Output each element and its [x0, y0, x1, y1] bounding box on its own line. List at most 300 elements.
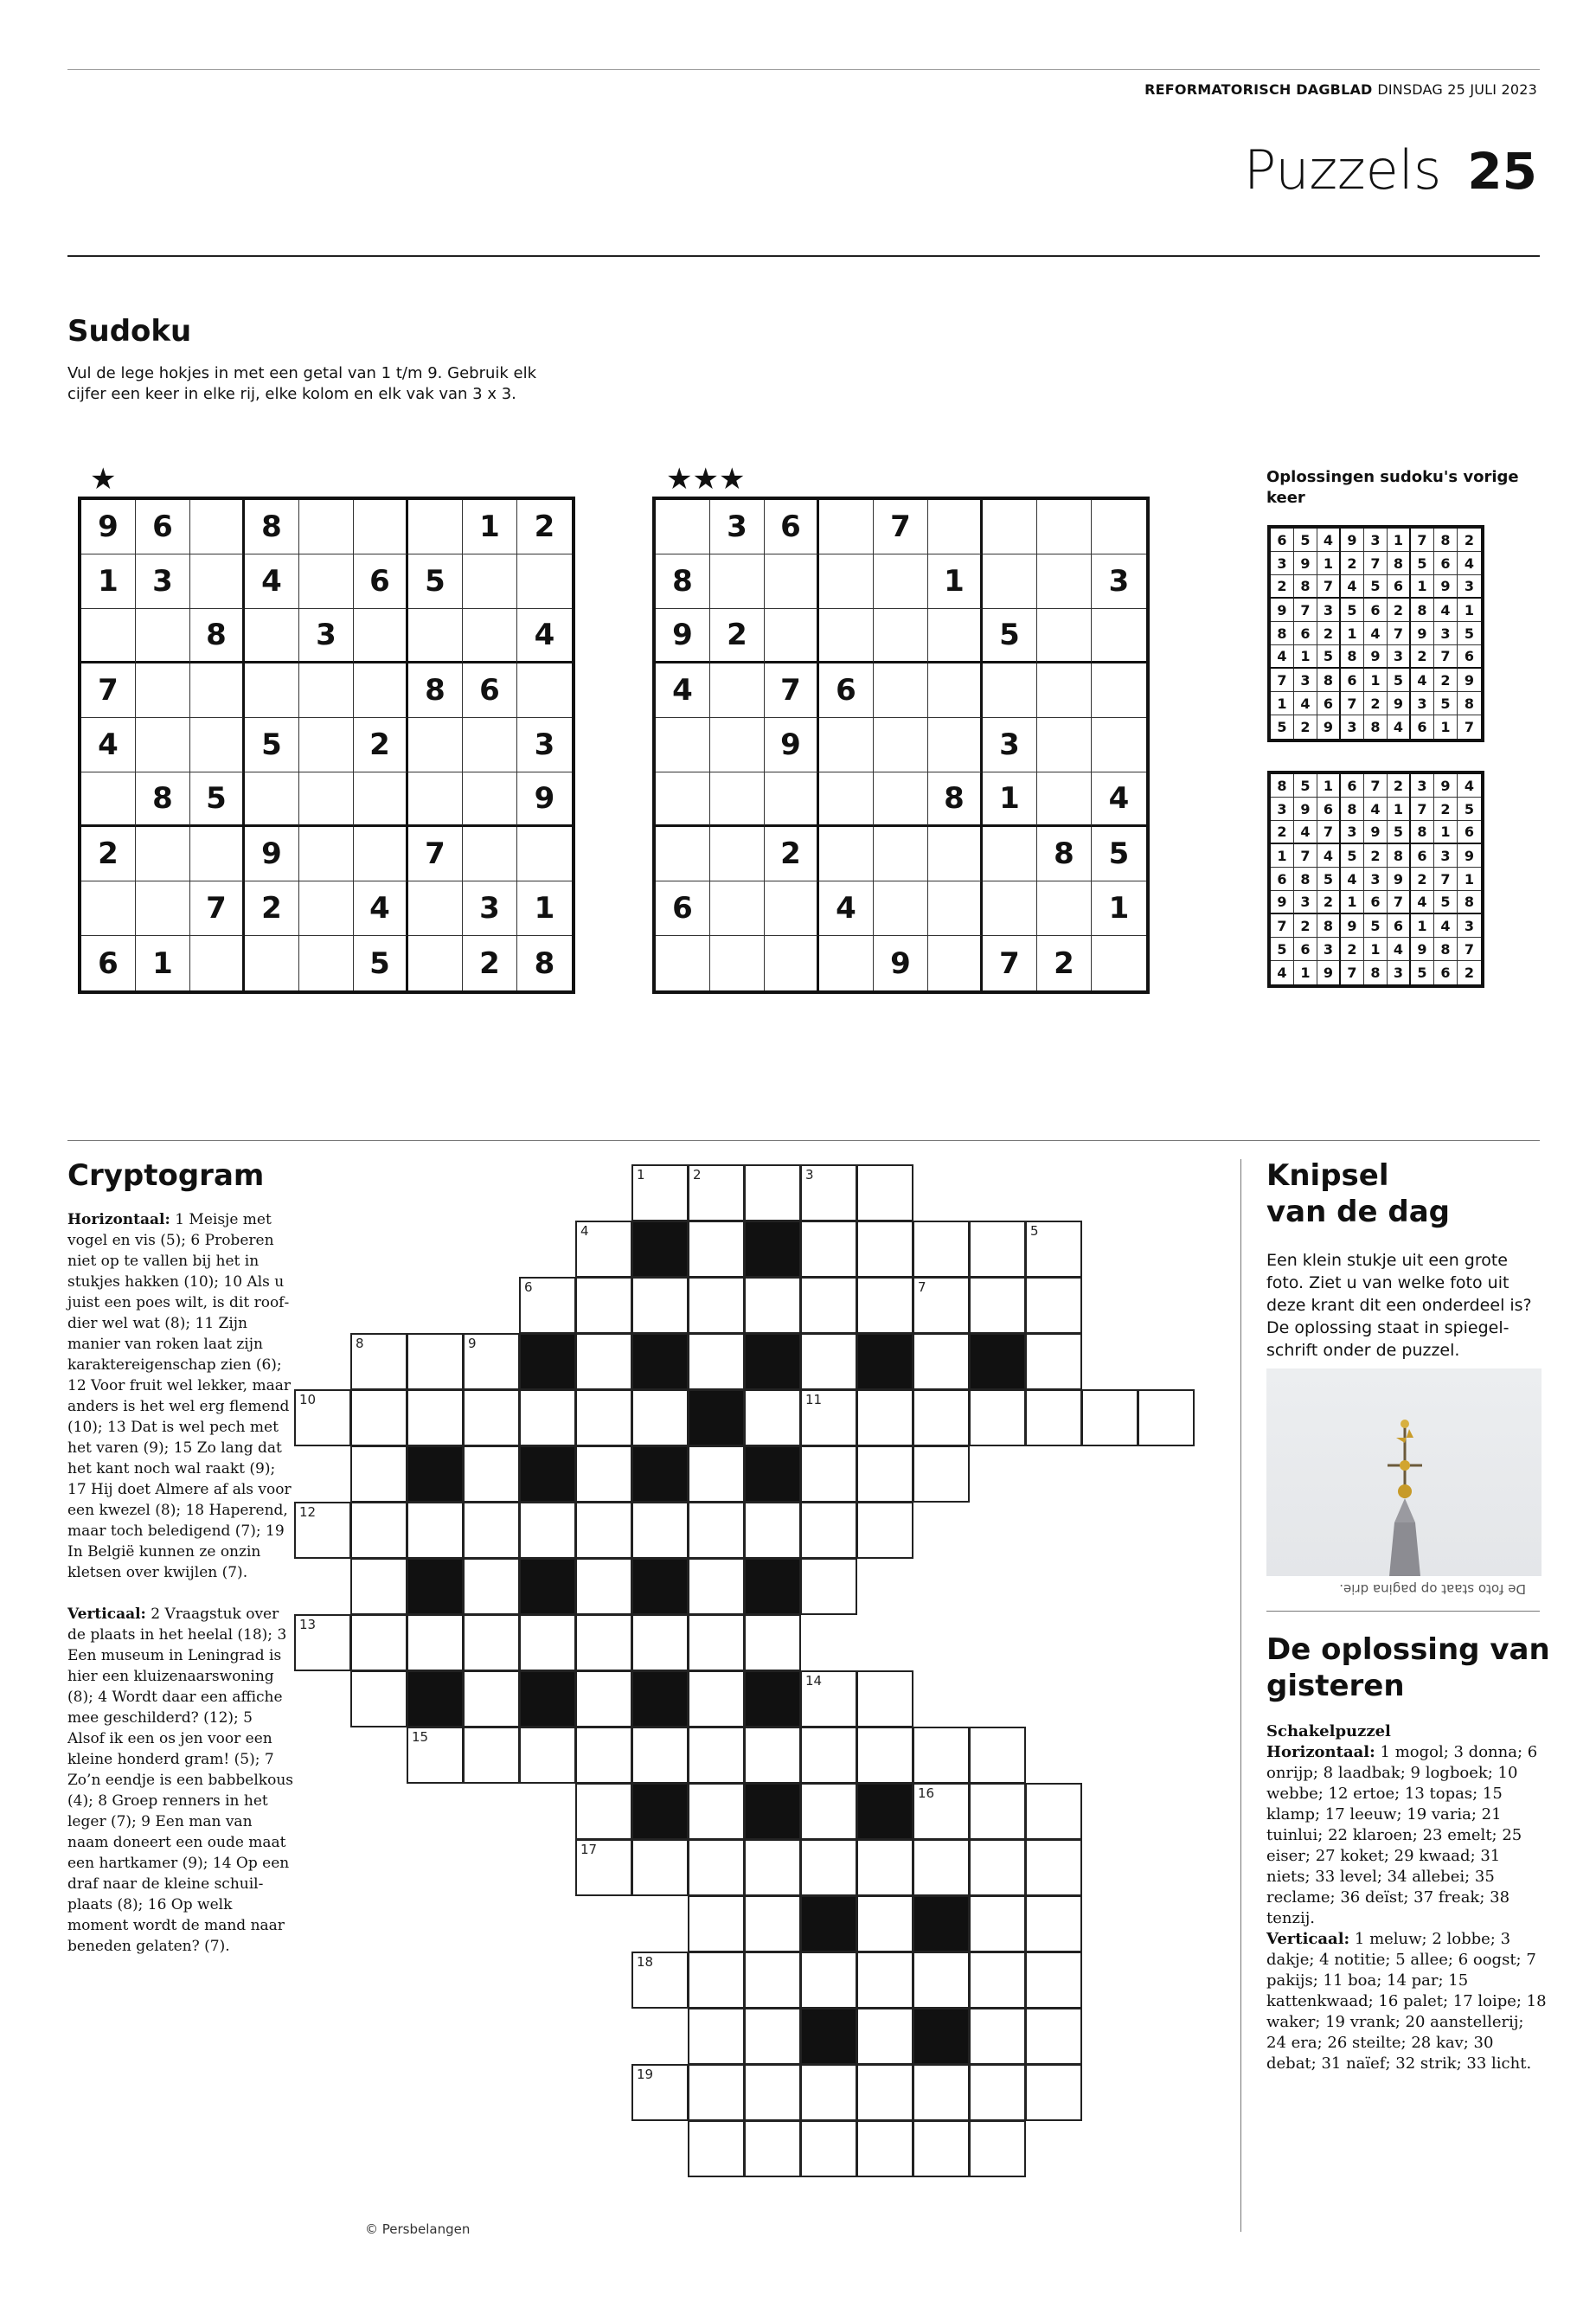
sudoku-cell: 2	[1434, 669, 1458, 692]
sudoku-cell: 1	[1364, 938, 1388, 961]
crossword-cell	[913, 2120, 970, 2177]
crossword-black-cell	[519, 1670, 576, 1727]
sudoku-cell: 8	[1271, 622, 1294, 645]
sudoku-cell: 5	[1388, 669, 1411, 692]
sudoku-cell: 1	[1294, 961, 1317, 984]
sudoku-cell	[819, 554, 874, 609]
solution-grid-1	[1267, 525, 1484, 742]
crossword-cell	[913, 2064, 970, 2121]
sudoku-cell: 4	[819, 881, 874, 936]
sudoku-cell: 7	[1341, 961, 1364, 984]
sudoku-cell: 1	[1434, 821, 1458, 844]
sudoku-cell: 8	[1411, 599, 1434, 622]
sudoku-cell: 2	[1294, 914, 1317, 938]
page-title	[1244, 138, 1537, 202]
crossword-cell	[631, 1952, 689, 2009]
crossword-cell	[969, 1221, 1026, 1278]
crossword-cell	[350, 1558, 407, 1615]
sudoku-cell: 2	[1364, 692, 1388, 715]
clue-number: 19	[637, 2067, 654, 2082]
sudoku-cell: 1	[1341, 622, 1364, 645]
sudoku-cell: 4	[1411, 669, 1434, 692]
sudoku-cell	[190, 663, 245, 718]
crossword-cell	[913, 1445, 970, 1503]
sudoku-cell: 9	[1294, 798, 1317, 821]
sudoku-cell: 3	[1341, 821, 1364, 844]
sudoku-cell: 2	[354, 718, 408, 772]
cryptogram-clues	[67, 1209, 294, 1957]
sudoku-cell: 8	[534, 945, 555, 981]
sudoku-cell: 9	[874, 936, 928, 990]
crossword-cell	[294, 1389, 351, 1446]
clue-number: 2	[693, 1167, 702, 1183]
sudoku-cell	[517, 827, 572, 881]
sudoku-cell: 5	[1458, 798, 1481, 821]
sudoku-cell: 3	[1458, 575, 1481, 599]
sudoku-cell	[354, 827, 408, 881]
sudoku-cell: 5	[1341, 844, 1364, 868]
sudoku-cell: 3	[1341, 715, 1364, 739]
sudoku-cell: 4	[81, 718, 136, 772]
sudoku-cell: 6	[354, 554, 408, 609]
crossword-cell	[969, 1727, 1026, 1784]
sudoku-cell: 3	[1317, 938, 1341, 961]
sudoku-cell: 1	[81, 554, 136, 609]
answers-horizontal: 1 mogol; 3 donna; 6 onrijp; 8 laadbak; 9 logboek; 10 webbe; 12 ertoe; 13 topas; 15 klamp; 17 leeuw; 19 varia; 21 tuinlui; 22 klaroen; 23 emelt; 25 eiser; 27 koket; 29 kwaad; 31 niets; 33 level; 34 allebei; 35 reclame; 36 deïst; 37 freak; 38 tenzij.	[1266, 1743, 1538, 1927]
sudoku-cell	[656, 718, 710, 772]
sudoku-cell: 5	[1092, 827, 1146, 881]
crossword-cell	[350, 1614, 407, 1671]
sudoku-cell	[819, 500, 874, 554]
sudoku-cell	[710, 663, 765, 718]
crossword-cell	[631, 1839, 689, 1896]
crossword-cell	[800, 1727, 857, 1784]
sudoku-cell: 8	[1341, 645, 1364, 669]
sudoku-cell: 8	[1294, 868, 1317, 891]
crossword-cell	[1138, 1389, 1195, 1446]
crossword-cell	[800, 1389, 857, 1446]
difficulty-easy-stars: ★	[90, 462, 117, 497]
sudoku-cell	[408, 500, 463, 554]
clue-number: 8	[356, 1336, 364, 1351]
sudoku-cell: 2	[81, 827, 136, 881]
sudoku-cell	[1037, 554, 1092, 609]
crossword-cell	[856, 1670, 913, 1727]
sudoku-cell	[819, 772, 874, 827]
crossword-cell	[856, 1895, 913, 1952]
crossword-cell	[744, 1895, 801, 1952]
sudoku-cell: 3	[299, 609, 354, 663]
sudoku-cell: 8	[245, 500, 299, 554]
crossword-cell	[519, 1614, 576, 1671]
crossword-cell	[688, 1895, 745, 1952]
sudoku-cell: 9	[1364, 821, 1388, 844]
sudoku-cell: 7	[1364, 552, 1388, 575]
sudoku-cell: 8	[136, 772, 190, 827]
crossword-cell	[407, 1727, 464, 1784]
sudoku-cell	[656, 936, 710, 990]
sudoku-cell: 7	[1411, 529, 1434, 552]
sudoku-cell: 3	[1317, 599, 1341, 622]
sudoku-cell: 4	[245, 554, 299, 609]
sudoku-cell: 9	[245, 827, 299, 881]
sudoku-cell	[765, 772, 819, 827]
sudoku-cell: 1	[517, 881, 572, 936]
crossword-cell	[744, 2008, 801, 2065]
crossword-cell	[1025, 2008, 1082, 2065]
sudoku-cell: 2	[1434, 798, 1458, 821]
sudoku-cell: 2	[710, 609, 765, 663]
sudoku-cell	[136, 827, 190, 881]
crossword-cell	[1025, 1277, 1082, 1334]
sudoku-cell: 8	[1388, 844, 1411, 868]
crossword-cell	[856, 1389, 913, 1446]
sudoku-cell: 5	[983, 609, 1037, 663]
answers-vertical-label: Verticaal:	[1266, 1930, 1350, 1948]
sudoku-cell	[765, 554, 819, 609]
crossword-cell	[744, 2120, 801, 2177]
sudoku-cell: 1	[1317, 552, 1341, 575]
sudoku-cell	[656, 500, 710, 554]
sudoku-cell	[1037, 663, 1092, 718]
crossword-black-cell	[744, 1221, 801, 1278]
crossword-cell	[575, 1502, 632, 1559]
sudoku-cell	[190, 936, 245, 990]
crossword-black-cell	[744, 1445, 801, 1503]
sudoku-cell: 4	[1388, 938, 1411, 961]
sudoku-cell	[1037, 718, 1092, 772]
sudoku-cell: 8	[928, 772, 983, 827]
sudoku-cell	[245, 772, 299, 827]
crossword-cell	[856, 2064, 913, 2121]
sudoku-cell: 2	[1364, 844, 1388, 868]
crossword-cell	[688, 1164, 745, 1221]
sudoku-cell: 9	[1434, 575, 1458, 599]
answers-vertical: 1 meluw; 2 lobbe; 3 dakje; 4 notitie; 5 allee; 6 oogst; 7 pakijs; 11 boa; 14 par; 15 kattenkwaad; 16 palet; 17 loipe; 18 waker; 19 vrank; 20 aanstellerij; 24 era; 26 steilte; 28 kav; 30 debat; 31 naïef; 32 strik; 33 licht.	[1266, 1930, 1547, 2073]
sudoku-cell: 7	[1317, 821, 1341, 844]
sudoku-cell: 2	[1341, 552, 1364, 575]
crossword-cell	[800, 1839, 857, 1896]
crossword-cell	[463, 1727, 520, 1784]
crossword-black-cell	[631, 1670, 689, 1727]
crossword-cell	[575, 1221, 632, 1278]
sudoku-cell: 3	[1388, 645, 1411, 669]
crossword-cell	[575, 1389, 632, 1446]
sudoku-cell: 5	[1317, 868, 1341, 891]
solution-grid-2	[1267, 771, 1484, 988]
sudoku-hard-grid	[652, 497, 1150, 994]
sudoku-cell: 7	[983, 936, 1037, 990]
crossword-cell	[631, 1727, 689, 1784]
crossword-cell	[969, 1389, 1026, 1446]
sudoku-cell: 1	[1388, 529, 1411, 552]
sudoku-cell: 2	[1317, 622, 1341, 645]
sudoku-cell: 7	[1364, 774, 1388, 798]
sudoku-cell: 6	[819, 663, 874, 718]
sudoku-cell: 5	[1364, 575, 1388, 599]
sudoku-cell	[245, 663, 299, 718]
sudoku-cell: 5	[1341, 599, 1364, 622]
sudoku-cell	[1092, 609, 1146, 663]
sudoku-cell: 7	[874, 500, 928, 554]
crossword-cell	[969, 1839, 1026, 1896]
sudoku-cell: 8	[1364, 961, 1388, 984]
sudoku-cell: 7	[1464, 719, 1475, 735]
sudoku-cell: 6	[1294, 622, 1317, 645]
sudoku-cell: 7	[1294, 599, 1317, 622]
knipsel-photo	[1266, 1368, 1542, 1576]
cryptogram-title: Cryptogram	[67, 1158, 265, 1193]
sudoku-cell	[245, 936, 299, 990]
sudoku-cell: 1	[1364, 669, 1388, 692]
difficulty-hard-stars: ★★★	[666, 462, 746, 497]
yesterday-title	[1266, 1631, 1550, 1704]
sudoku-cell: 2	[1317, 891, 1341, 914]
sudoku-cell	[136, 881, 190, 936]
crossword-cell	[575, 1558, 632, 1615]
sudoku-cell: 2	[1271, 821, 1294, 844]
sudoku-cell: 4	[1411, 891, 1434, 914]
sudoku-cell: 7	[81, 663, 136, 718]
sudoku-cell	[354, 609, 408, 663]
sudoku-cell: 5	[1411, 961, 1434, 984]
sudoku-cell	[983, 663, 1037, 718]
sudoku-cell: 1	[1458, 868, 1481, 891]
crossword-cell	[463, 1389, 520, 1446]
sudoku-cell	[136, 663, 190, 718]
crossword-black-cell	[744, 1333, 801, 1390]
sudoku-cell	[1092, 663, 1146, 718]
sudoku-cell: 4	[1341, 868, 1364, 891]
clue-number: 10	[299, 1392, 317, 1407]
sudoku-cell	[408, 772, 463, 827]
sudoku-cell	[928, 718, 983, 772]
publication-date: DINSDAG 25 JULI 2023	[1377, 81, 1537, 98]
crossword-cell	[407, 1502, 464, 1559]
knipsel-title-line1: Knipsel	[1266, 1158, 1389, 1193]
vertical-label: Verticaal:	[67, 1606, 146, 1623]
sudoku-cell: 7	[190, 881, 245, 936]
sudoku-cell: 1	[1341, 891, 1364, 914]
yesterday-title-line1: De oplossing van	[1266, 1632, 1550, 1667]
crossword-cell	[688, 1783, 745, 1840]
sudoku-cell: 6	[1388, 914, 1411, 938]
clue-number: 7	[918, 1279, 926, 1295]
sudoku-cell	[710, 936, 765, 990]
crossword-black-cell	[913, 2008, 970, 2065]
sudoku-cell: 3	[463, 881, 517, 936]
crossword-cell	[856, 1952, 913, 2009]
sudoku-cell: 2	[463, 936, 517, 990]
sudoku-cell	[874, 663, 928, 718]
sudoku-cell: 5	[1411, 552, 1434, 575]
sudoku-cell	[517, 554, 572, 609]
sudoku-cell	[299, 663, 354, 718]
crossword-black-cell	[631, 1445, 689, 1503]
sudoku-cell	[299, 881, 354, 936]
sudoku-easy-grid	[78, 497, 575, 994]
crossword-cell	[856, 1164, 913, 1221]
sudoku-cell: 4	[1458, 774, 1481, 798]
sudoku-cell: 7	[1434, 868, 1458, 891]
clue-number: 14	[805, 1673, 823, 1689]
sudoku-cell: 6	[1411, 715, 1434, 739]
sudoku-cell	[81, 772, 136, 827]
sudoku-cell: 7	[1388, 622, 1411, 645]
sudoku-cell: 8	[1317, 669, 1341, 692]
sudoku-cell: 6	[1388, 575, 1411, 599]
knipsel-caption-mirrored: De foto staat op pagina drie.	[1339, 1581, 1526, 1597]
sudoku-cell: 8	[1458, 891, 1481, 914]
sudoku-cell: 4	[1271, 961, 1294, 984]
crossword-black-cell	[631, 1558, 689, 1615]
crossword-cell	[744, 1614, 801, 1671]
sudoku-cell	[765, 881, 819, 936]
crossword-black-cell	[519, 1558, 576, 1615]
sudoku-cell	[656, 827, 710, 881]
crossword-black-cell	[407, 1445, 464, 1503]
sudoku-cell: 8	[1364, 715, 1388, 739]
church-spire-image	[1266, 1368, 1542, 1576]
crossword-cell	[913, 1952, 970, 2009]
crossword-cell	[688, 1727, 745, 1784]
crossword-black-cell	[519, 1333, 576, 1390]
sudoku-cell: 7	[1317, 575, 1341, 599]
sudoku-cell: 4	[1364, 622, 1388, 645]
clue-number: 17	[580, 1842, 598, 1857]
crossword-cell	[631, 2064, 689, 2121]
sudoku-cell: 5	[1294, 774, 1317, 798]
crossword-cell	[688, 1670, 745, 1727]
crossword-cell	[463, 1558, 520, 1615]
sudoku-cell: 9	[765, 718, 819, 772]
sudoku-cell: 1	[463, 500, 517, 554]
crossword-cell	[913, 1277, 970, 1334]
sudoku-cell: 2	[245, 881, 299, 936]
sudoku-cell	[354, 500, 408, 554]
crossword-cell	[1025, 1895, 1082, 1952]
clue-number: 3	[805, 1167, 814, 1183]
sudoku-cell: 3	[710, 500, 765, 554]
horizontal-clues: 1 Meisje met vogel en vis (5); 6 Proberen niet op te vallen bij het in stukjes hakken (10); 10 Als u juist een poes wilt, is dit roofdier wel wat (8); 11 Zijn manier van roken laat zijn karaktereigenschap zien (6); 12 Voor fruit wel lekker, maar anders is het wel erg flemend (10); 13 Dat is wel pech met het varen (9); 15 Zo lang dat het kant noch wal raakt (9); 17 Hij doet Almere af als voor een kwezel (8); 18 Haperend, maar toch beledigend (7); 19 In België kunnen ze onzin kletsen over kwijlen (7).	[67, 1211, 292, 1581]
sudoku-cell: 3	[517, 718, 572, 772]
crossword-cell	[1025, 2064, 1082, 2121]
crossword-cell	[519, 1502, 576, 1559]
crossword-cell	[463, 1502, 520, 1559]
sudoku-cell: 2	[1037, 936, 1092, 990]
sudoku-cell: 1	[1411, 575, 1434, 599]
crossword-cell	[688, 1839, 745, 1896]
sudoku-cell: 3	[983, 718, 1037, 772]
sudoku-cell: 9	[1341, 914, 1364, 938]
sudoku-cell: 8	[1341, 798, 1364, 821]
crossword-cell	[856, 1445, 913, 1503]
sudoku-cell	[1092, 718, 1146, 772]
crossword-black-cell	[800, 1895, 857, 1952]
crossword-cell	[856, 2008, 913, 2065]
crossword-cell	[969, 2120, 1026, 2177]
sudoku-cell: 3	[1458, 914, 1481, 938]
crossword-cell	[407, 1614, 464, 1671]
crossword-cell	[350, 1502, 407, 1559]
yesterday-answers	[1266, 1721, 1547, 2074]
sudoku-cell: 5	[1434, 692, 1458, 715]
credit: © Persbelangen	[365, 2221, 471, 2237]
crossword-cell	[1025, 1839, 1082, 1896]
clue-number: 6	[524, 1279, 533, 1295]
crossword-cell	[631, 1614, 689, 1671]
sudoku-cell	[299, 936, 354, 990]
crossword-cell	[688, 1614, 745, 1671]
crossword-black-cell	[631, 1783, 689, 1840]
crossword-cell	[463, 1670, 520, 1727]
sudoku-cell: 6	[1458, 645, 1481, 669]
sudoku-cell: 6	[1364, 891, 1388, 914]
crossword-cell	[913, 1389, 970, 1446]
crossword-cell	[800, 1783, 857, 1840]
sudoku-cell	[874, 827, 928, 881]
crossword-cell	[575, 1727, 632, 1784]
sudoku-cell: 2	[1411, 645, 1434, 669]
sudoku-cell: 2	[1388, 599, 1411, 622]
sudoku-cell: 4	[1434, 599, 1458, 622]
sudoku-cell	[517, 663, 572, 718]
sudoku-cell: 6	[1434, 552, 1458, 575]
crossword-cell	[856, 1277, 913, 1334]
sudoku-cell: 3	[1411, 774, 1434, 798]
sudoku-cell: 1	[1317, 774, 1341, 798]
sudoku-cell: 8	[1411, 821, 1434, 844]
sudoku-cell	[874, 554, 928, 609]
knipsel-text: Een klein stukje uit een grote foto. Ziet u van welke foto uit deze krant dit een onderdeel is? De oplossing staat in spiegelschrift onder de puzzel.	[1266, 1251, 1532, 1360]
crossword-cell	[800, 1333, 857, 1390]
sudoku-cell: 1	[928, 554, 983, 609]
sudoku-cell: 1	[1092, 881, 1146, 936]
sudoku-cell	[299, 827, 354, 881]
crossword-cell	[800, 1277, 857, 1334]
crossword-cell	[856, 1839, 913, 1896]
sudoku-cell	[928, 663, 983, 718]
crossword-cell	[519, 1389, 576, 1446]
sudoku-cell: 4	[656, 663, 710, 718]
crossword-cell	[688, 1221, 745, 1278]
sudoku-cell: 1	[1411, 914, 1434, 938]
crossword-cell	[631, 1389, 689, 1446]
crossword-cell	[688, 2120, 745, 2177]
sudoku-cell: 9	[1388, 692, 1411, 715]
sudoku-cell: 3	[1411, 692, 1434, 715]
sudoku-cell	[408, 609, 463, 663]
sudoku-cell	[81, 881, 136, 936]
sudoku-cell: 9	[1317, 715, 1341, 739]
sudoku-cell	[874, 772, 928, 827]
crossword-cell	[575, 1614, 632, 1671]
crossword-cell	[969, 1895, 1026, 1952]
sudoku-cell: 9	[1411, 938, 1434, 961]
sudoku-cell: 7	[408, 827, 463, 881]
crossword-cell	[575, 1783, 632, 1840]
crossword-cell	[800, 1221, 857, 1278]
sudoku-cell: 4	[1092, 772, 1146, 827]
crossword-cell	[969, 1783, 1026, 1840]
solutions-title: Oplossingen sudoku's vorige keer	[1266, 468, 1519, 507]
clue-number: 11	[805, 1392, 823, 1407]
sudoku-cell	[190, 827, 245, 881]
knipsel-title-line2: van de dag	[1266, 1195, 1451, 1229]
vertical-clues: 2 Vraagstuk over de plaats in het heelal (18); 3 Een museum in Leningrad is hier een kluizenaarswoning (8); 4 Wordt daar een affiche mee geschilderd? (12); 5 Alsof ik een os jen voor een kleine honderd gram! (5); 7 Zo’n eendje is een babbelkous (4); 8 Groep renners in het leger (7); 9 Een man van naam doneert een oude maat een hartkamer (9); 14 Op een draf naar de kleine schuilplaats (8); 16 Op welk moment wordt de mand naar beneden gelaten? (7).	[67, 1606, 294, 1955]
sudoku-cell	[928, 500, 983, 554]
sudoku-cell	[190, 554, 245, 609]
